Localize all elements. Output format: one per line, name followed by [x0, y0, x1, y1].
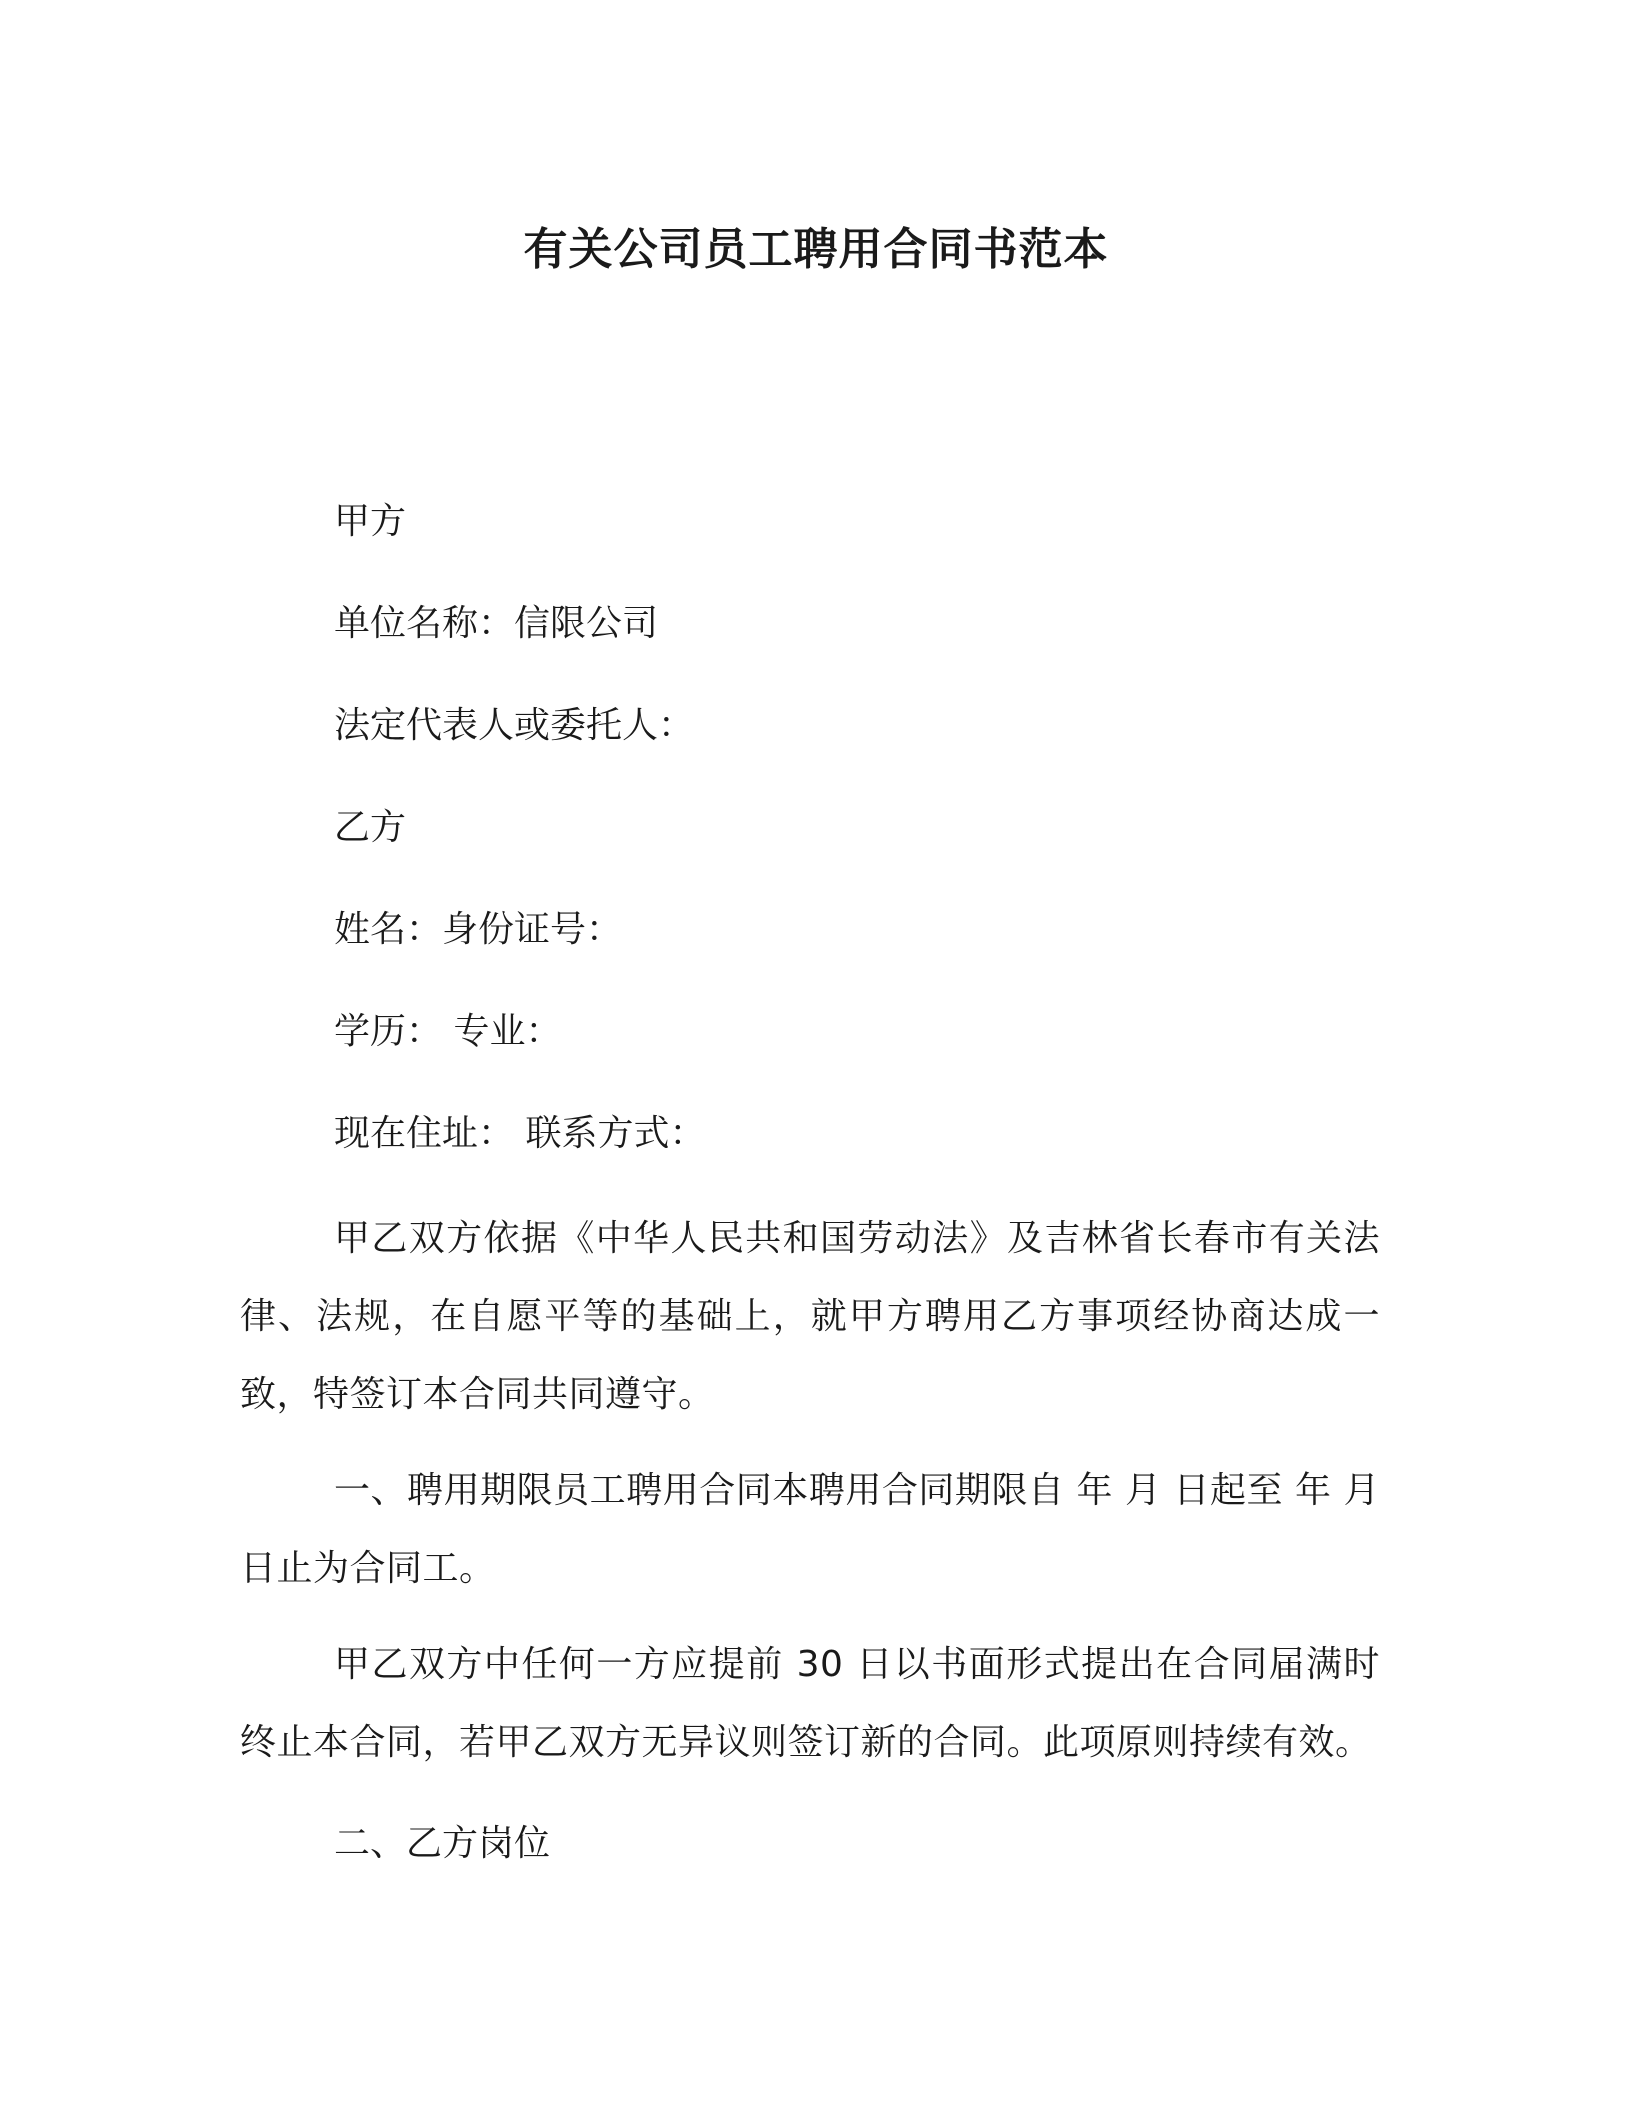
document-title: 有关公司员工聘用合同书范本 [523, 224, 1109, 275]
clause2-heading: 二、乙方岗位 [334, 1823, 551, 1864]
party-b-name-id: 姓名：身份证号： [334, 909, 623, 950]
clause1-paragraph: 一、聘用期限员工聘用合同本聘用合同期限自 年 月 日起至 年 月日止为合同工。 [240, 1470, 1380, 1589]
intro-paragraph: 甲乙双方依据《中华人民共和国劳动法》及吉林省长春市有关法律、法规，在自愿平等的基础上，就甲方聘用乙方事项经协商达成一致，特签订本合同共同遵守。 [240, 1218, 1380, 1415]
party-b-education: 学历： 专业： [334, 1011, 562, 1052]
party-b-address: 现在住址： 联系方式： [334, 1113, 706, 1154]
party-a-unit-name: 单位名称：信限公司 [334, 603, 659, 644]
party-b-heading: 乙方 [334, 807, 407, 848]
clause1-notice-paragraph: 甲乙双方中任何一方应提前 30 日以书面形式提出在合同届满时终止本合同，若甲乙双方无异议则签订新的合同。此项原则持续有效。 [240, 1644, 1380, 1763]
party-a-heading: 甲方 [334, 501, 407, 542]
party-a-representative: 法定代表人或委托人： [334, 705, 695, 746]
